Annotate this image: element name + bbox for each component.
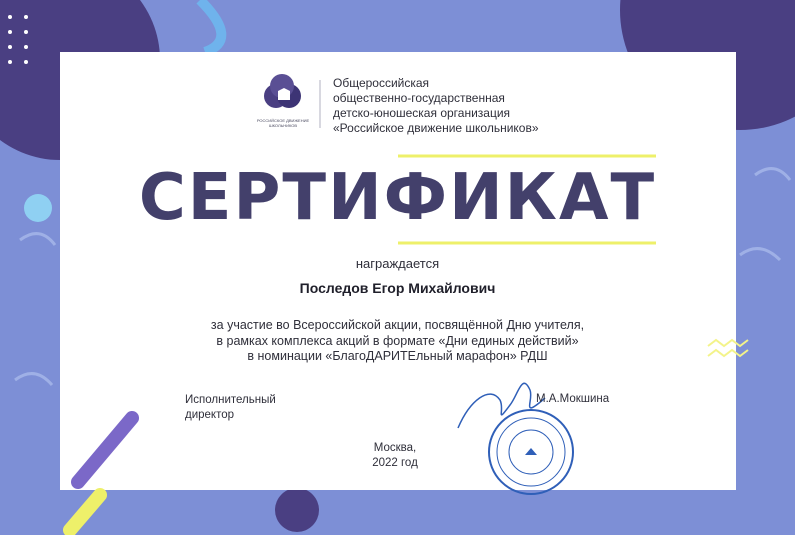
org-line-2: общественно-государственная xyxy=(333,91,505,105)
org-line-4: «Российское движение школьников» xyxy=(333,121,539,135)
org-line-1: Общероссийская xyxy=(333,76,430,90)
awarded-text: награждается xyxy=(355,256,440,271)
organization-name xyxy=(333,76,593,136)
org-line-3: детско-юношеская организация xyxy=(333,106,511,120)
official-stamp xyxy=(489,410,573,494)
position-line-1: Исполнительный xyxy=(185,394,276,406)
reason-line-3: в номинации «БлагоДАРИТЕльный марафон» РДШ xyxy=(247,349,548,363)
city: Москва, xyxy=(373,442,417,454)
award-reason xyxy=(0,318,795,365)
signer-name: М.А.Мокшина xyxy=(536,393,610,405)
diagonal-stroke-white xyxy=(140,440,180,480)
place-and-date xyxy=(340,441,450,471)
certificate-title: СЕРТИФИКАТ xyxy=(138,161,657,235)
year: 2022 год xyxy=(372,457,418,469)
logo-mark xyxy=(264,74,301,108)
position-line-2: директор xyxy=(185,409,235,421)
diagonal-stroke-yellow xyxy=(70,495,100,530)
signer-position xyxy=(185,393,276,423)
diagonal-stroke-purple xyxy=(78,418,132,482)
reason-line-2: в рамках комплекса акций в формате «Дни единых действий» xyxy=(216,333,579,348)
logo-caption: РОССИЙСКОЕ ДВИЖЕНИЕ ШКОЛЬНИКОВ xyxy=(256,118,310,128)
reason-line-1: за участие во Всероссийской акции, посвящённой Дню учителя, xyxy=(210,318,585,332)
recipient-name: Последов Егор Михайлович xyxy=(299,280,496,296)
